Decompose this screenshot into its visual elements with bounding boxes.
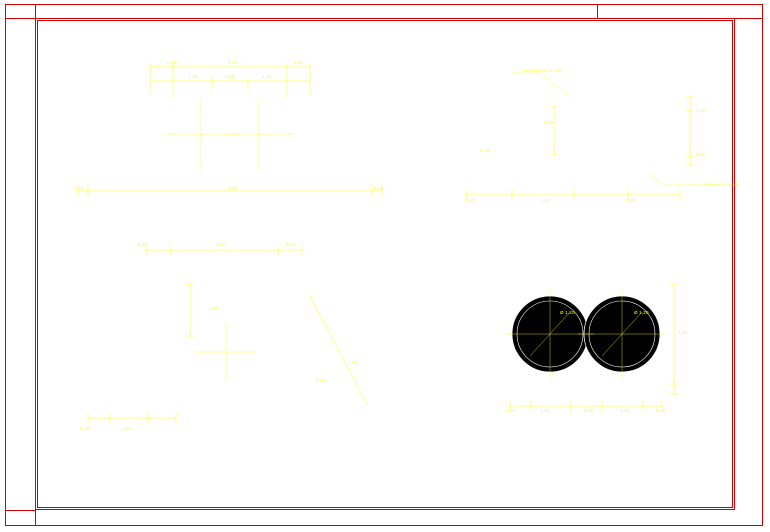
secbb-dim-7: 0,20 [656, 408, 666, 413]
secaa-dim-1: 1,20 [696, 108, 706, 113]
label-planta: PLANTA [224, 446, 255, 453]
subtitle-cano: CAÑO Ø 1,20 [414, 472, 466, 479]
elev-dim-5: 1,20 [262, 74, 272, 79]
plan-dim-6: 1,50 [348, 360, 358, 365]
plan-drawing [58, 236, 418, 436]
frame-tick-topleft [35, 4, 36, 18]
secbb-dim-0: Ø 1,20 [560, 310, 575, 315]
secaa-dim-2: 0,30 [696, 152, 706, 157]
secaa-dim-0: 0,20 [544, 120, 554, 125]
label-seccion-bb: SECCION B-B [559, 420, 613, 427]
elev-dim-4: 0,30 [225, 74, 235, 79]
frame-tick-topright [597, 4, 598, 18]
plan-dim-3: 1,00 [208, 306, 218, 311]
secaa-dim-6: 0,20 [626, 198, 636, 203]
elev-dim-0: 0,30 [167, 60, 177, 65]
section-mark-b-left: B [134, 262, 139, 268]
secaa-dim-4: 0,20 [466, 198, 476, 203]
plan-dim-5: 1,00 [122, 426, 132, 431]
elev-dim-3: 1,20 [188, 74, 198, 79]
secbb-dim-3: 0,20 [506, 408, 516, 413]
drawing-title: DRENAJE TRANSVERSAL [548, 494, 689, 504]
label-alzado: ALZADO [221, 206, 254, 213]
section-mark-a-bottom: A [196, 424, 201, 430]
section-mark-a-top: A [196, 234, 201, 240]
section-bb-drawing [492, 272, 692, 422]
secaa-dim-3: 0,15 [480, 148, 490, 153]
plan-dim-1: 2,60 [216, 242, 226, 247]
plan-dim-2: 0,30 [286, 242, 296, 247]
secaa-dim-5: 1,20 [540, 198, 550, 203]
elevation-drawing [70, 55, 410, 225]
note-hormigon-h180: HORMIGON H-180 [702, 182, 740, 187]
elev-dim-6: 0,15 [74, 186, 84, 191]
frame-tick-bottomleft [35, 510, 36, 526]
secbb-dim-5: 0,20 [584, 408, 594, 413]
section-aa-drawing [452, 45, 702, 215]
frame-tick-leftbottom [5, 510, 35, 511]
secbb-dim-6: 1,20 [620, 408, 630, 413]
note-hormigon-h200: HORMIGON H-200 [524, 68, 562, 73]
section-mark-b-right: B [318, 262, 323, 268]
frame-tick-leftedge [5, 18, 35, 19]
secbb-dim-4: 1,20 [540, 408, 550, 413]
elev-dim-1: 2,60 [228, 60, 238, 65]
elev-dim-8: 0,15 [374, 186, 384, 191]
plan-dim-0: 0,30 [138, 242, 148, 247]
secbb-dim-2: 1,20 [678, 330, 688, 335]
secbb-dim-1: Ø 1,20 [634, 310, 649, 315]
plan-dim-4: 0,30 [80, 426, 90, 431]
elev-dim-7: 4,00 [228, 186, 238, 191]
frame-tick-rightedge [735, 18, 763, 19]
plan-dim-7: 4,00 [316, 378, 326, 383]
elev-dim-2: 0,30 [294, 60, 304, 65]
label-seccion-aa: SECCION A-A [559, 224, 612, 231]
